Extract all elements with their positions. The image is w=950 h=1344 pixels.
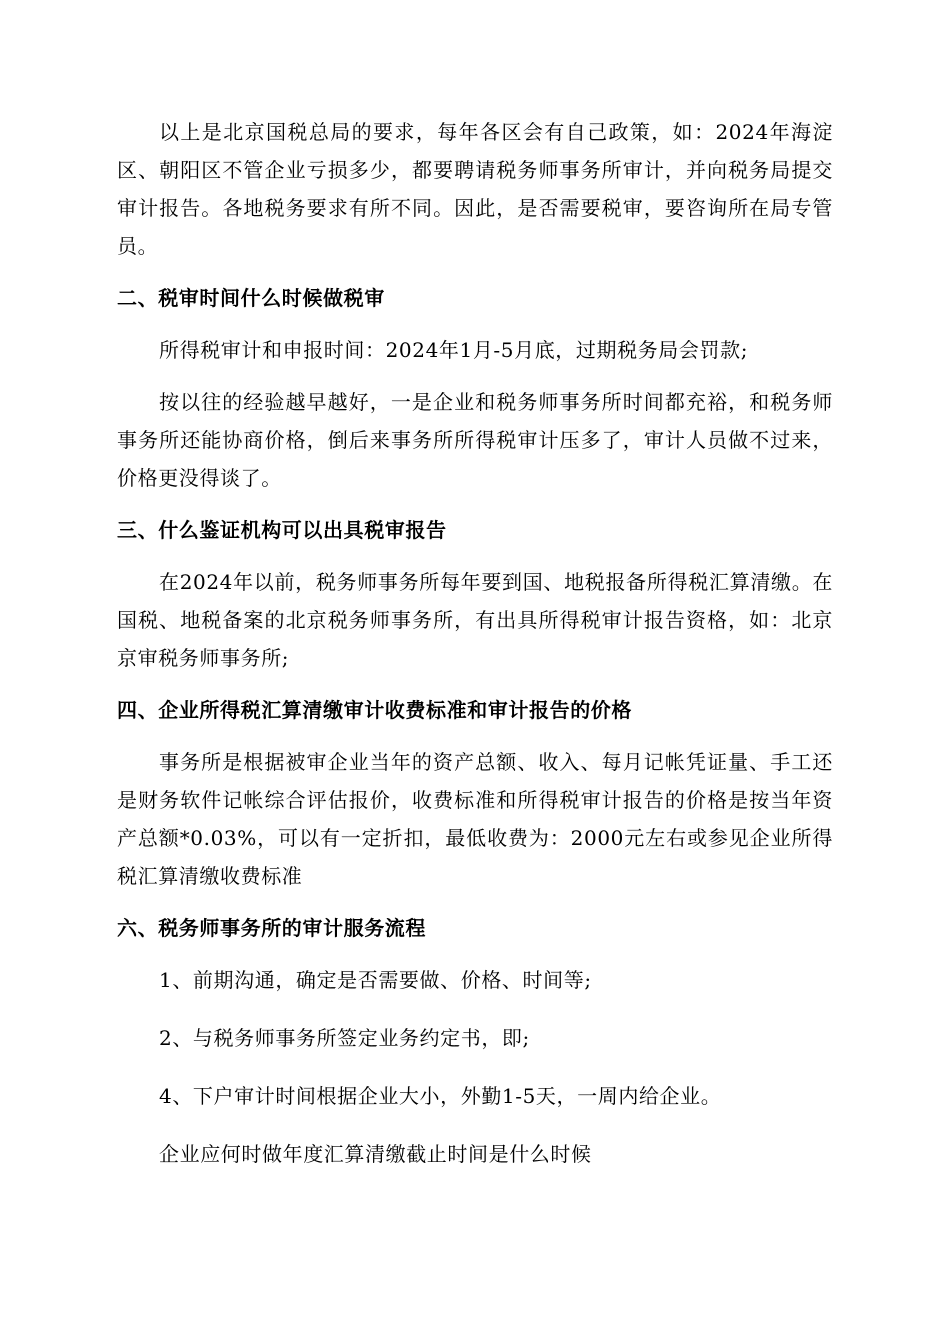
list-item-step-4: 4、下户审计时间根据企业大小，外勤1-5天，一周内给企业。 [159,1084,722,1108]
paragraph-beijing-requirements: 以上是北京国税总局的要求，每年各区会有自己政策，如：2024年海淀区、朝阳区不管企业亏损多少，都要聘请税务师事务所审计，并向税务局提交审计报告。各地税务要求有所不同。因此，是否需要税审，要咨询所在局专管员。 [117,120,833,258]
paragraph-deadline-question: 企业应何时做年度汇算清缴截止时间是什么时候 [159,1142,592,1166]
paragraph-early-advice: 按以往的经验越早越好，一是企业和税务师事务所时间都充裕，和税务师事务所还能协商价格，倒后来事务所所得税审计压多了，审计人员做不过来，价格更没得谈了。 [117,390,833,490]
paragraph-fee-details: 事务所是根据被审企业当年的资产总额、收入、每月记帐凭证量、手工还是财务软件记帐综合评估报价，收费标准和所得税审计报告的价格是按当年资产总额*0.03%，可以有一定折扣，最低收费为：2000元左右或参见企业所得税汇算清缴收费标准 [117,750,833,888]
list-item-step-1: 1、前期沟通，确定是否需要做、价格、时间等; [159,968,592,992]
document-body [117,113,833,1193]
paragraph-agency-qualification: 在2024年以前，税务师事务所每年要到国、地税报备所得税汇算清缴。在国税、地税备案的北京税务师事务所，有出具所得税审计报告资格，如：北京京审税务师事务所; [117,570,833,670]
paragraph-filing-period: 所得税审计和申报时间：2024年1月-5月底，过期税务局会罚款; [159,338,749,362]
heading-audit-timing: 二、税审时间什么时候做税审 [117,286,385,310]
heading-certifying-agencies: 三、什么鉴证机构可以出具税审报告 [117,518,447,542]
heading-fee-standard: 四、企业所得税汇算清缴审计收费标准和审计报告的价格 [117,698,632,722]
heading-service-process: 六、税务师事务所的审计服务流程 [117,916,426,940]
list-item-step-2: 2、与税务师事务所签定业务约定书，即; [159,1026,530,1050]
